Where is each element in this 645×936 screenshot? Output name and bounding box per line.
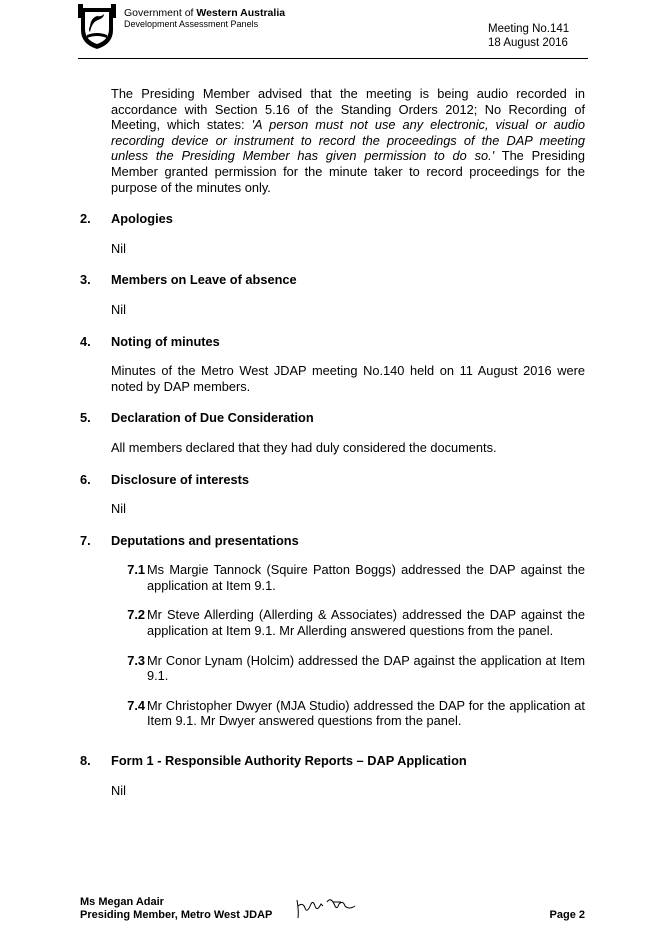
- presiding-member-name: Ms Megan Adair: [80, 896, 164, 908]
- section-heading: 3. Members on Leave of absence: [80, 272, 297, 288]
- meeting-info: [488, 22, 588, 50]
- handwritten-signature: [293, 892, 363, 922]
- section-body: Nil: [111, 501, 126, 517]
- section-body: Nil: [111, 782, 126, 798]
- section-heading: 5. Declaration of Due Consideration: [80, 410, 314, 426]
- section-heading: 2. Apologies: [80, 211, 173, 227]
- deputation-item: 7.4 Mr Christopher Dwyer (MJA Studio) addressed the DAP for the application at Item 9.1. Mr Dwyer answered questions from the panel.: [127, 697, 585, 729]
- section-body: Nil: [111, 240, 126, 256]
- intro-paragraph: The Presiding Member advised that the meeting is being audio recorded in accordance with Section 5.16 of the Standing Orders 2012; No Recording of Meeting, which states: 'A person must not use any electronic, visual or audio recording device or instrument to record the proceedings of the DAP meeting unless the Presiding Member has given permission to do so.' The Presiding Member granted permission for the minute taker to record proceedings for the purpose of the minutes only.: [111, 86, 585, 195]
- deputation-item: 7.3 Mr Conor Lynam (Holcim) addressed the DAP against the application at Item 9.1.: [127, 652, 585, 684]
- section-body: Nil: [111, 301, 126, 317]
- standing-order-quote: 'A person must not use any electronic, visual or audio recording device or instrument to record the proceedings of the DAP meeting unless the Presiding Member has given permission to do so.': [111, 117, 585, 164]
- meeting-date: 18 August 2016: [488, 37, 568, 49]
- section-heading: 8. Form 1 - Responsible Authority Reports – DAP Application: [80, 753, 467, 769]
- page-footer: [80, 896, 585, 922]
- section-heading: 7. Deputations and presentations: [80, 532, 299, 548]
- deputation-item: 7.1 Ms Margie Tannock (Squire Patton Boggs) addressed the DAP against the application at Item 9.1.: [127, 562, 585, 593]
- document-body: [80, 86, 585, 798]
- section-heading: 4. Noting of minutes: [80, 333, 220, 349]
- presiding-member-role: Presiding Member, Metro West JDAP: [80, 909, 273, 921]
- page-number: Page 2: [549, 909, 585, 921]
- section-heading: 6. Disclosure of interests: [80, 471, 249, 487]
- deputation-item: 7.2 Mr Steve Allerding (Allerding & Associates) addressed the DAP against the application at Item 9.1. Mr Allerding answered questions from the panel.: [127, 607, 585, 639]
- section-body: Minutes of the Metro West JDAP meeting No.140 held on 11 August 2016 were noted by DAP members.: [111, 363, 585, 394]
- section-body: All members declared that they had duly considered the documents.: [111, 439, 497, 455]
- government-title: Government of Western Australia: [124, 7, 286, 19]
- panel-name: Development Assessment Panels: [124, 19, 259, 29]
- meeting-number: Meeting No.141: [488, 23, 570, 35]
- page-header: [78, 4, 588, 59]
- wa-crest-logo: [78, 4, 116, 50]
